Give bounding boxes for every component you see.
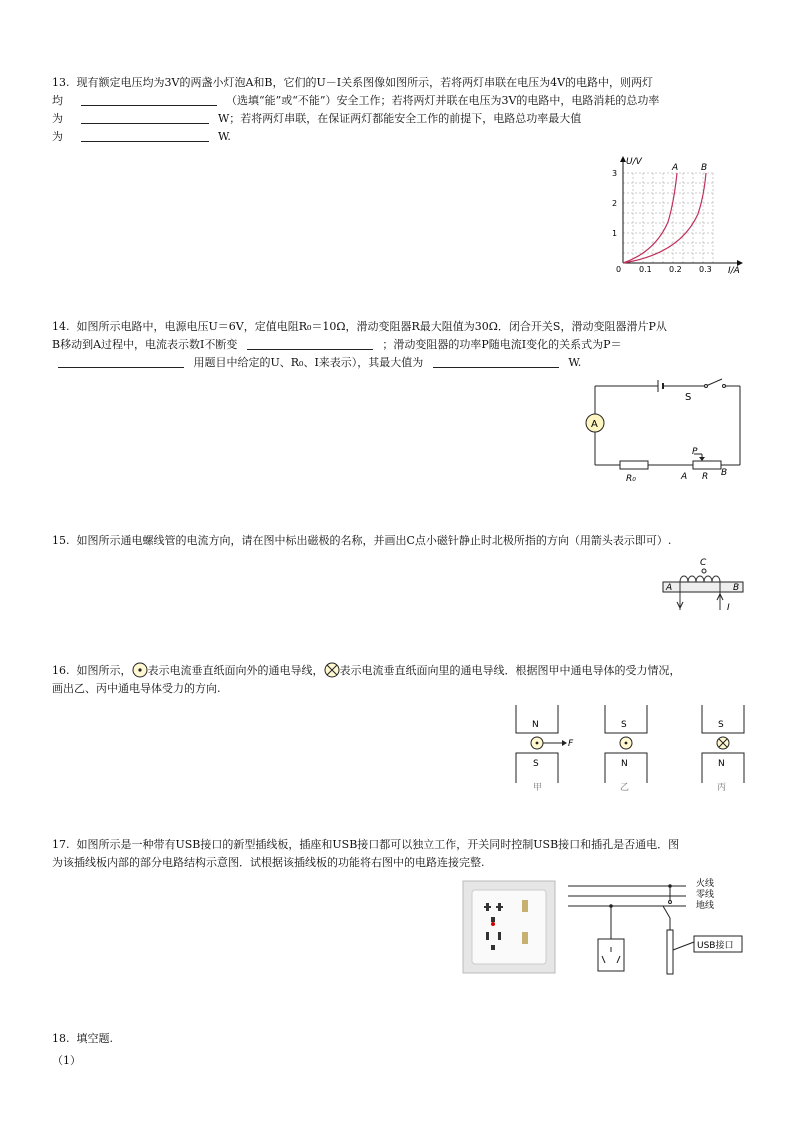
yi-top-pole: S <box>621 720 627 730</box>
resistor-r0 <box>620 461 648 469</box>
current-in-icon <box>324 662 340 678</box>
q14-line2: B移动到A过程中，电流表示数I不断变 ；滑动变阻器的功率P随电流I变化的关系式为P＝ <box>52 338 622 351</box>
y-tick-2: 2 <box>612 199 618 208</box>
usb-port[interactable] <box>667 930 673 974</box>
q13-line1: 13. 现有额定电压均为3V的两盏小灯泡A和B，它们的U－I关系图像如图所示，若将两灯串联在电压为4V的电路中，则两灯 <box>52 76 654 89</box>
neutral-wire-label: 零线 <box>696 890 715 900</box>
q16-number: 16. <box>52 664 70 677</box>
x-tick-0-3: 0.3 <box>699 265 712 274</box>
q13-number: 13. <box>52 76 70 89</box>
q13-line4: 为 W. <box>52 130 231 143</box>
y-axis-label: U/V <box>626 157 642 167</box>
switch[interactable] <box>663 906 670 918</box>
q14-blank-3[interactable] <box>433 355 559 368</box>
q15-solenoid <box>658 554 746 616</box>
current-i-label: I <box>727 603 730 613</box>
ammeter-label: A <box>591 419 598 430</box>
slider-p-label: P <box>692 447 698 457</box>
jia-top-pole: N <box>532 720 539 730</box>
current-out-icon <box>132 662 148 678</box>
x-tick-0-2: 0.2 <box>669 265 682 274</box>
q13-blank-3[interactable] <box>81 129 209 142</box>
question-13 <box>52 74 752 146</box>
yi-bottom-pole: N <box>621 759 628 769</box>
q16-line1: 16. 如图所示， 表示电流垂直纸面向外的通电导线， 表示电流垂直纸面向里的通电导线．根据图甲中通电导体的受力情况， <box>52 664 681 677</box>
q13-blank-1[interactable] <box>81 93 217 106</box>
question-17 <box>52 836 752 872</box>
q14-circuit <box>580 374 750 490</box>
rheostat-label: R <box>702 472 709 482</box>
r0-label: R₀ <box>626 474 636 484</box>
q18-number: 18. <box>52 1032 70 1045</box>
q14-blank-2[interactable] <box>58 355 184 368</box>
x-axis-label: I/A <box>728 266 740 276</box>
q13-line2: 均 （选填“能”或“不能”）安全工作；若将两灯并联在电压为3V的电路中，电路消耗的总功率 <box>52 94 660 107</box>
question-18 <box>52 1030 752 1070</box>
curve-b-label: B <box>701 163 708 173</box>
ground-wire-label: 地线 <box>696 901 715 911</box>
bing-label: 丙 <box>717 783 727 793</box>
q17-circuit <box>562 872 752 984</box>
q14-blank-1[interactable] <box>247 337 373 350</box>
q17-power-strip-photo <box>462 880 556 974</box>
curve-a-label: A <box>672 163 679 173</box>
point-c-label: C <box>700 558 707 568</box>
socket[interactable] <box>598 939 624 971</box>
question-14 <box>52 318 752 372</box>
q14-line3: 用题目中给定的U、R₀、I来表示），其最大值为 W. <box>52 354 752 372</box>
terminal-a-label: A <box>681 472 688 482</box>
switch-label: S <box>685 392 692 403</box>
jia-label: 甲 <box>533 783 543 793</box>
solenoid-core <box>663 582 743 592</box>
jia-bottom-pole: S <box>533 759 539 769</box>
force-f-label: F <box>568 739 574 749</box>
q17-line2: 为该插线板内部的部分电路结构示意图．试根据该插线板的功能将右图中的电路连接完整. <box>52 856 485 869</box>
q18-title-line: 18. 填空题. <box>52 1032 113 1045</box>
q14-number: 14. <box>52 320 70 333</box>
usb-label: USB接口 <box>697 941 734 951</box>
switch-blade[interactable] <box>706 379 722 386</box>
q13-blank-2[interactable] <box>81 111 209 124</box>
end-b-label: B <box>733 583 740 593</box>
q13-line3: 为 W；若将两灯串联，在保证两灯都能安全工作的前提下，电路总功率最大值 <box>52 112 582 125</box>
q15-line1: 15. 如图所示通电螺线管的电流方向，请在图中标出磁极的名称，并画出C点小磁针静止时北极所指的方向（用箭头表示即可）. <box>52 534 672 547</box>
q17-number: 17. <box>52 838 70 851</box>
bing-bottom-pole: N <box>718 759 725 769</box>
x-tick-0: 0 <box>616 265 622 274</box>
bing-top-pole: S <box>718 720 724 730</box>
question-16 <box>52 662 752 698</box>
graph-grid <box>623 173 713 263</box>
terminal-b-label: B <box>721 468 728 478</box>
question-15 <box>52 532 752 550</box>
y-tick-1: 1 <box>612 229 618 238</box>
q14-line1: 14. 如图所示电路中，电源电压U＝6V，定值电阻R₀＝10Ω，滑动变阻器R最大阻值为30Ω．闭合开关S，滑动变阻器滑片P从 <box>52 320 667 333</box>
q15-number: 15. <box>52 534 70 547</box>
q13-ui-graph <box>600 152 750 276</box>
live-wire-label: 火线 <box>696 879 715 889</box>
q16-line2: 画出乙、丙中通电导体受力的方向. <box>52 682 221 695</box>
coil <box>680 576 720 610</box>
yi-label: 乙 <box>620 783 630 793</box>
point-c <box>702 569 706 573</box>
x-tick-0-1: 0.1 <box>639 265 652 274</box>
q16-magnets <box>508 703 748 795</box>
y-tick-3: 3 <box>612 169 618 178</box>
curve-b <box>623 173 706 263</box>
curve-a <box>623 173 677 263</box>
end-a-label: A <box>666 583 673 593</box>
q17-line1: 17. 如图所示是一种带有USB接口的新型插线板，插座和USB接口都可以独立工作，开关同时控制USB接口和插孔是否通电．图 <box>52 838 680 851</box>
q18-sub-1: （1） <box>52 1054 81 1067</box>
rheostat-r <box>693 461 721 469</box>
